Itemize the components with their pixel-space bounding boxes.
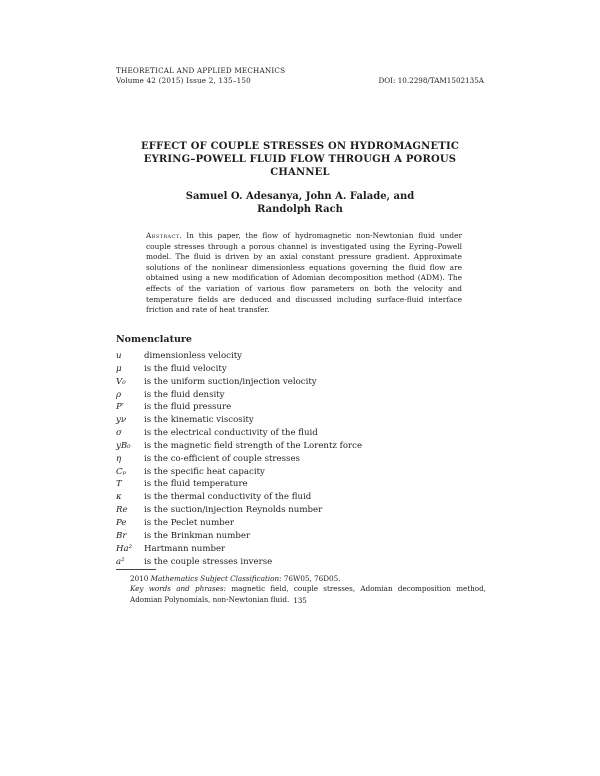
running-header — [116, 66, 285, 86]
nomenclature-definition: is the Peclet number — [144, 517, 234, 528]
journal-name: THEORETICAL AND APPLIED MECHANICS — [116, 66, 286, 75]
nomenclature-definition: is the fluid velocity — [144, 363, 227, 374]
msc-codes: 76W05, 76D05. — [283, 574, 341, 583]
nomenclature-symbol: σ — [116, 428, 122, 439]
nomenclature-symbol: ρ — [116, 389, 122, 400]
nomenclature-list — [116, 350, 486, 568]
nomenclature-definition: is the kinematic viscosity — [144, 415, 254, 426]
nomenclature-definition: is the Brinkman number — [144, 530, 251, 541]
authors-line: Randolph Rach — [257, 204, 343, 215]
nomenclature-row — [116, 517, 486, 530]
nomenclature-row — [116, 350, 486, 363]
nomenclature-definition: is the fluid temperature — [144, 479, 248, 490]
volume-info: Volume 42 (2015) Issue 2, 135–150 — [116, 76, 251, 85]
abstract-text: In this paper, the flow of hydromagnetic non-Newtonian fluid under couple stresses through a porous channel is investigated using the Eyring–Powell model. The fluid is driven by an axial constant pressure gradient. Approximate solutions of the nonlinear dimensionless equations governing the fluid flow are obtained using a new modification of Adomian decomposition method (ADM). The effects of the variation of various flow parameters on both the velocity and temperature fields are deduced and discussed including surface-fluid interface friction and rate of heat transfer. — [146, 231, 462, 315]
nomenclature-row — [116, 414, 486, 427]
nomenclature-symbol: yB₀ — [116, 440, 131, 451]
nomenclature-definition: is the couple stresses inverse — [144, 556, 273, 567]
nomenclature-symbol: Pe — [116, 517, 127, 528]
nomenclature-symbol: u — [116, 351, 122, 361]
msc-footnote — [116, 574, 486, 584]
nomenclature-symbol: Ha² — [116, 543, 133, 554]
nomenclature-symbol: yν — [116, 415, 127, 426]
abstract-label: Abstract. — [146, 231, 183, 240]
title-line: EFFECT OF COUPLE STRESSES ON HYDROMAGNETIC — [140, 141, 460, 152]
nomenclature-row — [116, 543, 486, 556]
nomenclature-definition: is the suction/injection Reynolds number — [144, 505, 323, 516]
paper-title — [100, 140, 500, 179]
nomenclature-symbol: P′ — [116, 402, 124, 413]
page-number: 135 — [293, 596, 307, 605]
authors-line: Samuel O. Adesanya, John A. Falade, and — [185, 191, 415, 202]
nomenclature-heading: Nomenclature — [116, 334, 192, 345]
nomenclature-row — [116, 427, 486, 440]
nomenclature-definition: is the fluid density — [144, 389, 225, 400]
nomenclature-definition: is the magnetic field strength of the Lorentz force — [144, 440, 363, 451]
nomenclature-row — [116, 466, 486, 479]
nomenclature-definition: is the co-efficient of couple stresses — [144, 453, 300, 464]
nomenclature-definition: is the electrical conductivity of the fluid — [144, 428, 318, 439]
nomenclature-symbol: Br — [116, 530, 127, 541]
title-line: EYRING–POWELL FLUID FLOW THROUGH A POROUS — [143, 154, 457, 165]
nomenclature-definition: is the fluid pressure — [144, 402, 232, 413]
nomenclature-symbol: Cₚ — [116, 466, 127, 477]
nomenclature-symbol: η — [116, 453, 122, 464]
footnote-rule — [116, 569, 156, 570]
keywords-text: magnetic field, couple stresses, Adomian decomposition method, Adomian Polynomials, non-Newtonian fluid. — [130, 584, 486, 604]
nomenclature-symbol: T — [116, 479, 122, 490]
nomenclature-definition: is the specific heat capacity — [144, 466, 265, 477]
nomenclature-symbol: μ — [116, 363, 122, 374]
nomenclature-symbol: V₀ — [116, 376, 126, 387]
msc-label: Mathematics Subject Classification: — [150, 574, 282, 583]
nomenclature-row — [116, 478, 486, 491]
title-line: CHANNEL — [270, 167, 330, 178]
nomenclature-definition: is the uniform suction/injection velocity — [144, 376, 317, 387]
nomenclature-definition: Hartmann number — [144, 543, 226, 554]
author-list — [100, 190, 500, 216]
nomenclature-row — [116, 453, 486, 466]
abstract — [146, 231, 462, 316]
keywords-label: Key words and phrases: — [130, 584, 227, 594]
msc-year: 2010 — [130, 574, 149, 583]
nomenclature-row — [116, 376, 486, 389]
nomenclature-row — [116, 556, 486, 569]
nomenclature-row — [116, 440, 486, 453]
nomenclature-row — [116, 491, 486, 504]
nomenclature-symbol: Re — [116, 505, 128, 516]
nomenclature-definition: is the thermal conductivity of the fluid — [144, 492, 312, 503]
nomenclature-symbol: κ — [116, 492, 122, 503]
nomenclature-row — [116, 363, 486, 376]
nomenclature-row — [116, 389, 486, 402]
nomenclature-row — [116, 530, 486, 543]
nomenclature-row — [116, 504, 486, 517]
nomenclature-definition: dimensionless velocity — [144, 351, 243, 361]
nomenclature-symbol: a² — [116, 556, 125, 567]
doi: DOI: 10.2298/TAM1502135A — [378, 76, 484, 85]
nomenclature-row — [116, 401, 486, 414]
